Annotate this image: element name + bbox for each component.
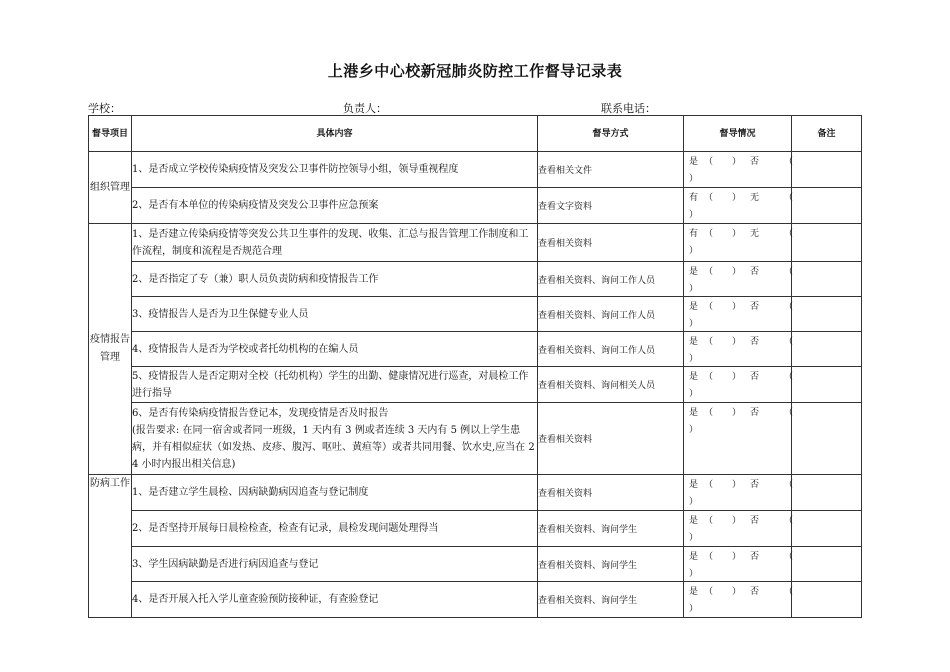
status-cell[interactable] (684, 367, 792, 403)
category-cell (89, 152, 132, 224)
paren-open: （ (784, 337, 794, 347)
remark-cell[interactable] (792, 152, 862, 188)
table-row (89, 262, 862, 297)
paren-close: ） (732, 229, 742, 239)
method-cell: 查看相关资料、询问工作人员 (538, 332, 684, 367)
status-yes-label: 是 (689, 552, 699, 562)
paren-open: （ (704, 337, 714, 347)
paren-close: ） (689, 425, 699, 435)
paren-open: （ (784, 587, 794, 597)
content-cell: 1、是否建立学生晨检、因病缺勤病因追查与登记制度 (132, 475, 538, 511)
status-no-label: 否 (750, 372, 760, 382)
header-status: 督导情况 (684, 116, 792, 152)
table-row (89, 547, 862, 582)
status-no-label: 否 (750, 157, 760, 167)
status-cell[interactable] (684, 152, 792, 188)
paren-open: （ (784, 552, 794, 562)
school-field (88, 100, 313, 116)
table-row (89, 152, 862, 188)
content-cell: 3、疫情报告人是否为卫生保健专业人员 (132, 297, 538, 332)
table-row (89, 511, 862, 547)
paren-open: （ (784, 229, 794, 239)
method-cell: 查看相关资料 (538, 224, 684, 262)
method-cell: 查看相关资料、询问学生 (538, 511, 684, 547)
content-cell: 1、是否建立传染病疫情等突发公共卫生事件的发现、收集、汇总与报告管理工作制度和工作流程，制度和流程是否规范合理 (132, 224, 538, 262)
remark-cell[interactable] (792, 224, 862, 262)
status-cell[interactable] (684, 511, 792, 547)
status-yes-label: 是 (689, 267, 699, 277)
status-no-label: 否 (750, 337, 760, 347)
remark-cell[interactable] (792, 262, 862, 297)
category-label: 疫情报告管理 (90, 334, 130, 363)
status-no-label: 否 (750, 587, 760, 597)
content-cell (132, 403, 538, 475)
status-cell[interactable] (684, 332, 792, 367)
paren-close: ） (689, 246, 699, 256)
page-title: 上港乡中心校新冠肺炎防控工作督导记录表 (327, 62, 623, 80)
status-cell[interactable] (684, 475, 792, 511)
remark-cell[interactable] (792, 582, 862, 618)
status-no-label: 无 (750, 193, 760, 203)
paren-close: ） (689, 497, 699, 507)
table-row (89, 582, 862, 618)
table-row (89, 297, 862, 332)
table-row (89, 332, 862, 367)
category-cell (89, 224, 132, 475)
remark-cell[interactable] (792, 403, 862, 475)
content-text: 6、是否有传染病疫情报告登记本，发现疫情是否及时报告 (132, 407, 389, 419)
paren-open: （ (704, 302, 714, 312)
paren-close: ） (689, 319, 699, 329)
paren-close: ） (732, 337, 742, 347)
remark-cell[interactable] (792, 511, 862, 547)
table-row (89, 224, 862, 262)
status-yes-label: 是 (689, 587, 699, 597)
person-label: 负责人： (343, 102, 387, 115)
status-cell[interactable] (684, 297, 792, 332)
status-yes-label: 是 (689, 157, 699, 167)
status-no-label: 否 (750, 552, 760, 562)
table-row (89, 403, 862, 475)
paren-open: （ (784, 408, 794, 418)
paren-close: ） (689, 569, 699, 579)
status-yes-label: 有 (689, 229, 699, 239)
status-cell[interactable] (684, 262, 792, 297)
content-cell: 2、是否有本单位的传染病疫情及突发公卫事件应急预案 (132, 188, 538, 224)
paren-open: （ (784, 302, 794, 312)
school-label: 学校： (88, 102, 121, 115)
status-yes-label: 是 (689, 408, 699, 418)
status-no-label: 否 (750, 267, 760, 277)
table-row (89, 188, 862, 224)
paren-close: ） (732, 372, 742, 382)
remark-cell[interactable] (792, 475, 862, 511)
paren-close: ） (732, 408, 742, 418)
paren-close: ） (689, 389, 699, 399)
paren-open: （ (784, 372, 794, 382)
method-cell: 查看相关资料、询问工作人员 (538, 297, 684, 332)
paren-open: （ (704, 480, 714, 490)
content-cell: 3、学生因病缺勤是否进行病因追查与登记 (132, 547, 538, 582)
header-row (89, 116, 862, 152)
paren-open: （ (784, 480, 794, 490)
header-fields (88, 100, 868, 116)
header-content: 具体内容 (132, 116, 538, 152)
method-cell: 查看相关资料、询问学生 (538, 547, 684, 582)
phone-field (601, 100, 794, 116)
remark-cell[interactable] (792, 547, 862, 582)
method-cell: 查看相关资料、询问工作人员 (538, 262, 684, 297)
status-no-label: 否 (750, 408, 760, 418)
status-yes-label: 是 (689, 302, 699, 312)
supervision-table (88, 115, 862, 618)
status-cell[interactable] (684, 403, 792, 475)
method-cell: 查看文字资料 (538, 188, 684, 224)
content-cell: 4、是否开展入托入学儿童查验预防接种证，有查验登记 (132, 582, 538, 618)
person-field (343, 100, 542, 116)
status-yes-label: 是 (689, 337, 699, 347)
method-cell: 查看相关文件 (538, 152, 684, 188)
paren-close: ） (732, 516, 742, 526)
table-row (89, 475, 862, 511)
content-cell: 5、疫情报告人是否定期对全校（托幼机构）学生的出勤、健康情况进行巡查，对晨检工作进行指导 (132, 367, 538, 403)
header-remark: 备注 (792, 116, 862, 152)
status-no-label: 否 (750, 516, 760, 526)
category-cell (89, 475, 132, 618)
paren-open: （ (704, 552, 714, 562)
paren-close: ） (689, 210, 699, 220)
status-cell[interactable] (684, 582, 792, 618)
paren-close: ） (689, 174, 699, 184)
phone-label: 联系电话： (601, 102, 656, 115)
paren-open: （ (704, 267, 714, 277)
status-cell[interactable] (684, 224, 792, 262)
table-row (89, 367, 862, 403)
remark-cell[interactable] (792, 297, 862, 332)
paren-open: （ (704, 157, 714, 167)
content-cell: 2、是否指定了专（兼）职人员负责防病和疫情报告工作 (132, 262, 538, 297)
paren-close: ） (689, 533, 699, 543)
method-cell: 查看相关资料 (538, 475, 684, 511)
status-no-label: 无 (750, 229, 760, 239)
paren-open: （ (784, 157, 794, 167)
header-project: 督导项目 (89, 116, 132, 152)
paren-close: ） (689, 284, 699, 294)
paren-open: （ (704, 516, 714, 526)
remark-cell[interactable] (792, 188, 862, 224)
paren-open: （ (704, 193, 714, 203)
method-cell: 查看相关资料、询问学生 (538, 582, 684, 618)
category-label: 组织管理 (90, 181, 130, 193)
remark-cell[interactable] (792, 367, 862, 403)
paren-close: ） (732, 302, 742, 312)
status-yes-label: 有 (689, 193, 699, 203)
content-cell: 2、是否坚持开展每日晨检检查，检查有记录，晨检发现问题处理得当 (132, 511, 538, 547)
content-cell: 1、是否成立学校传染病疫情及突发公卫事件防控领导小组，领导重视程度 (132, 152, 538, 188)
status-no-label: 否 (750, 302, 760, 312)
status-yes-label: 是 (689, 372, 699, 382)
paren-close: ） (732, 552, 742, 562)
paren-open: （ (704, 229, 714, 239)
paren-open: （ (784, 267, 794, 277)
paren-close: ） (732, 193, 742, 203)
paren-close: ） (732, 267, 742, 277)
paren-close: ） (732, 157, 742, 167)
paren-open: （ (784, 193, 794, 203)
paren-close: ） (689, 354, 699, 364)
paren-close: ） (732, 587, 742, 597)
status-cell[interactable] (684, 188, 792, 224)
paren-close: ） (732, 480, 742, 490)
paren-open: （ (704, 408, 714, 418)
paren-open: （ (784, 516, 794, 526)
paren-open: （ (704, 587, 714, 597)
paren-open: （ (704, 372, 714, 382)
status-no-label: 否 (750, 480, 760, 490)
method-cell: 查看相关资料、询问相关人员 (538, 367, 684, 403)
report-requirement-note: (报告要求: 在同一宿舍或者同一班级，1 天内有 3 例或者连续 3 天内有 5 例以上学生患病，并有相似症状（如发热、皮疹、腹泻、呕吐、黄疸等）或者共同用餐、饮水史,应当在 2 4 小时内报出相关信息) (132, 424, 535, 470)
paren-close: ） (689, 604, 699, 614)
method-cell: 查看相关资料 (538, 403, 684, 475)
category-label: 防病工作 (90, 478, 130, 489)
status-yes-label: 是 (689, 480, 699, 490)
status-yes-label: 是 (689, 516, 699, 526)
status-cell[interactable] (684, 547, 792, 582)
content-cell: 4、疫情报告人是否为学校或者托幼机构的在编人员 (132, 332, 538, 367)
remark-cell[interactable] (792, 332, 862, 367)
header-method: 督导方式 (538, 116, 684, 152)
